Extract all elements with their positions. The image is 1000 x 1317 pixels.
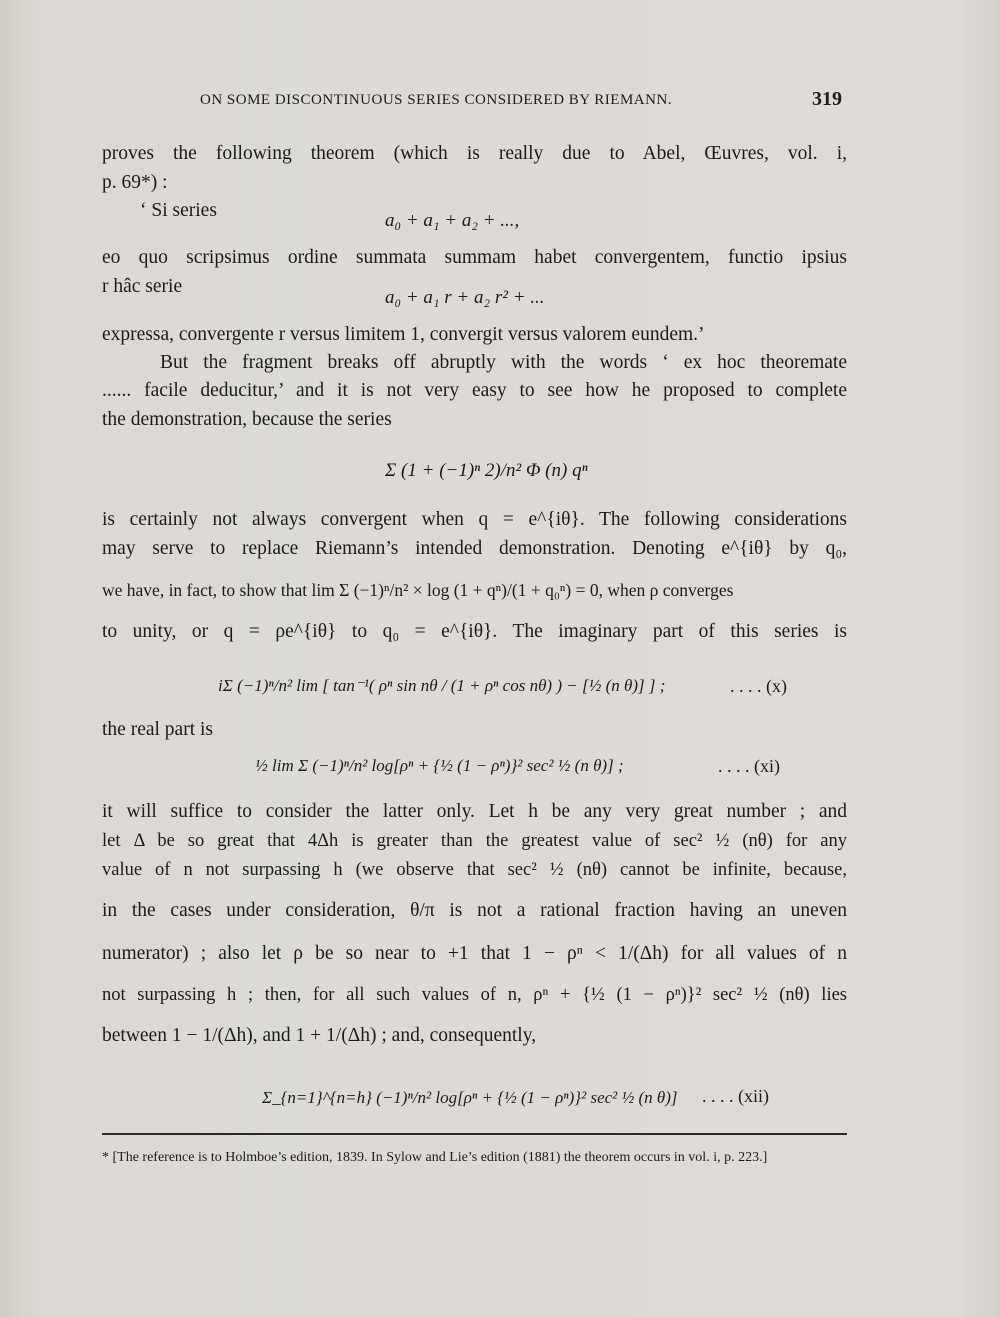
text-line-4: eo quo scripsimus ordine summata summam habet convergentem, functio ipsius <box>102 247 847 268</box>
text-line-21: between 1 − 1/(Δh), and 1 + 1/(Δh) ; and, consequently, <box>102 1025 537 1046</box>
text-line-9: the demonstration, because the series <box>102 409 392 430</box>
text-line-14: the real part is <box>102 719 213 740</box>
equation-x: iΣ (−1)ⁿ/n² lim [ tan⁻¹( ρⁿ sin nθ / (1 + ρⁿ cos nθ) ) − [½ (n θ)] ] ; <box>218 676 666 695</box>
text-line-6: expressa, convergente r versus limitem 1, convergit versus valorem eundem.’ <box>102 324 705 345</box>
text-line-11: may serve to replace Riemann’s intended demonstration. Denoting e^{iθ} by q₀, <box>102 538 847 559</box>
text-line-20: not surpassing h ; then, for all such values of n, ρⁿ + {½ (1 − ρⁿ)}² sec² ½ (nθ) lies <box>102 985 847 1005</box>
text-line-8: ...... facile deducitur,’ and it is not very easy to see how he proposed to complete <box>102 380 847 401</box>
text-line-1: proves the following theorem (which is really due to Abel, Œuvres, vol. i, <box>102 143 847 164</box>
text-line-3: ‘ Si series <box>140 200 217 221</box>
text-line-2: p. 69*) : <box>102 172 168 193</box>
page-header <box>0 88 1000 116</box>
text-line-10: is certainly not always convergent when q = e^{iθ}. The following considerations <box>102 509 847 530</box>
footnote-rule <box>102 1133 847 1135</box>
equation-xii: Σ_{n=1}^{n=h} (−1)ⁿ/n² log[ρⁿ + {½ (1 − ρⁿ)}² sec² ½ (n θ)] <box>262 1088 678 1107</box>
equation-xi-label: . . . . (xi) <box>718 756 780 776</box>
equation-series: Σ (1 + (−1)ⁿ 2)/n² Φ (n) qⁿ <box>385 460 588 481</box>
text-line-7: But the fragment breaks off abruptly with the words ‘ ex hoc theoremate <box>160 352 847 373</box>
equation-xi: ½ lim Σ (−1)ⁿ/n² log[ρⁿ + {½ (1 − ρⁿ)}² sec² ½ (n θ)] ; <box>255 756 624 775</box>
text-line-19: numerator) ; also let ρ be so near to +1 that 1 − ρⁿ < 1/(Δh) for all values of n <box>102 943 847 964</box>
equation-abel-series: a₀ + a₁ + a₂ + ..., <box>385 210 520 231</box>
equation-xii-label: . . . . (xii) <box>702 1086 769 1106</box>
equation-power-series: a₀ + a₁ r + a₂ r² + ... <box>385 287 545 308</box>
text-line-18: in the cases under consideration, θ/π is not a rational fraction having an uneven <box>102 900 847 921</box>
text-line-15: it will suffice to consider the latter only. Let h be any very great number ; and <box>102 801 847 822</box>
text-line-16: let Δ be so great that 4Δh is greater than the greatest value of sec² ½ (nθ) for any <box>102 831 847 851</box>
running-head: ON SOME DISCONTINUOUS SERIES CONSIDERED BY RIEMANN. <box>200 92 673 108</box>
text-line-17: value of n not surpassing h (we observe that sec² ½ (nθ) cannot be infinite, because, <box>102 860 847 880</box>
text-line-5: r hâc serie <box>102 276 183 297</box>
equation-x-label: . . . . (x) <box>730 676 787 696</box>
text-line-12: we have, in fact, to show that lim Σ (−1)ⁿ/n² × log (1 + qⁿ)/(1 + q₀ⁿ) = 0, when ρ converges <box>102 580 734 600</box>
text-line-13: to unity, or q = ρe^{iθ} to q₀ = e^{iθ}. The imaginary part of this series is <box>102 621 847 642</box>
footnote: * [The reference is to Holmboe’s edition, 1839. In Sylow and Lie’s edition (1881) the theorem occurs in vol. i, p. 223.] <box>102 1150 768 1165</box>
page-number: 319 <box>812 88 842 110</box>
